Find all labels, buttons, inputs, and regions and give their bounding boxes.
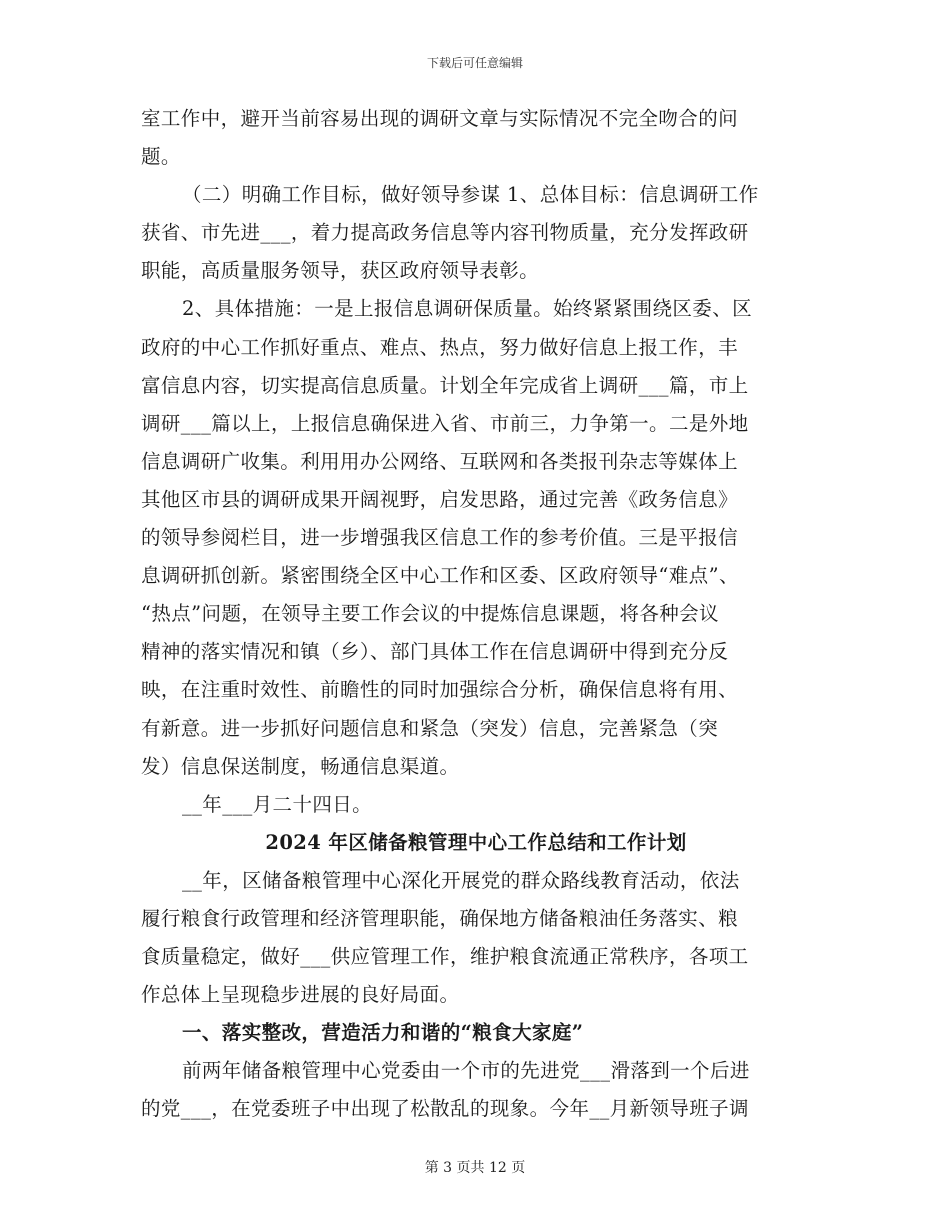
text-line: 的党___，在党委班子中出现了松散乱的现象。今年__月新领导班子调 bbox=[141, 1097, 749, 1121]
section-title: 2024 年区储备粮管理中心工作总结和工作计划 bbox=[265, 830, 687, 854]
text-line: （二）明确工作目标，做好领导参谋 1、总体目标：信息调研工作 bbox=[182, 183, 759, 207]
text-line: 职能，高质量服务领导，获区政府领导表彰。 bbox=[141, 259, 540, 283]
text-line: 前两年储备粮管理中心党委由一个市的先进党___滑落到一个后进 bbox=[182, 1059, 750, 1083]
text-line: 有新意。进一步抓好问题信息和紧急（突发）信息，完善紧急（突 bbox=[141, 716, 719, 740]
text-line: “热点”问题，在领导主要工作会议的中提炼信息课题，将各种会议 bbox=[141, 602, 719, 626]
text-line: 获省、市先进___，着力提高政务信息等内容刊物质量，充分发挥政研 bbox=[141, 221, 749, 245]
text-line: __年，区储备粮管理中心深化开展党的群众路线教育活动，依法 bbox=[182, 868, 740, 892]
section-heading: 一、落实整改，营造活力和谐的“粮食大家庭” bbox=[182, 1021, 584, 1045]
text-line: 映，在注重时效性、前瞻性的同时加强综合分析，确保信息将有用、 bbox=[141, 678, 739, 702]
text-line: 食质量稳定，做好___供应管理工作，维护粮食流通正常秩序，各项工 bbox=[141, 945, 749, 969]
document-body bbox=[141, 100, 811, 1129]
text-line: 室工作中，避开当前容易出现的调研文章与实际情况不完全吻合的问 bbox=[141, 107, 739, 130]
text-line: 政府的中心工作抓好重点、难点、热点，努力做好信息上报工作，丰 bbox=[141, 335, 739, 359]
text-line: 发）信息保送制度，畅通信息渠道。 bbox=[141, 754, 460, 778]
text-line: 精神的落实情况和镇（乡）、部门具体工作在信息调研中得到充分反 bbox=[141, 640, 729, 664]
text-line: 信息调研广收集。利用用办公网络、互联网和各类报刊杂志等媒体上 bbox=[141, 449, 739, 473]
text-line: 履行粮食行政管理和经济管理职能，确保地方储备粮油任务落实、粮 bbox=[141, 906, 739, 930]
text-line: 2、具体措施：一是上报信息调研保质量。始终紧紧围绕区委、区 bbox=[182, 297, 753, 321]
text-line: 其他区市县的调研成果开阔视野，启发思路，通过完善《政务信息》 bbox=[141, 487, 739, 511]
text-line: 调研___篇以上，上报信息确保进入省、市前三，力争第一。二是外地 bbox=[141, 411, 749, 435]
page-indicator: 第 3 页共 12 页 bbox=[424, 1160, 526, 1176]
header-note: 下载后可任意编辑 bbox=[426, 56, 523, 70]
text-line: 富信息内容，切实提高信息质量。计划全年完成省上调研___篇，市上 bbox=[141, 373, 749, 397]
text-line: __年___月二十四日。 bbox=[182, 792, 373, 816]
text-line: 作总体上呈现稳步进展的良好局面。 bbox=[141, 983, 460, 1007]
text-line: 题。 bbox=[141, 145, 181, 169]
text-line: 息调研抓创新。紧密围绕全区中心工作和区委、区政府领导“难点”、 bbox=[141, 564, 739, 588]
text-line: 的领导参阅栏目，进一步增强我区信息工作的参考价值。三是平报信 bbox=[141, 526, 739, 550]
